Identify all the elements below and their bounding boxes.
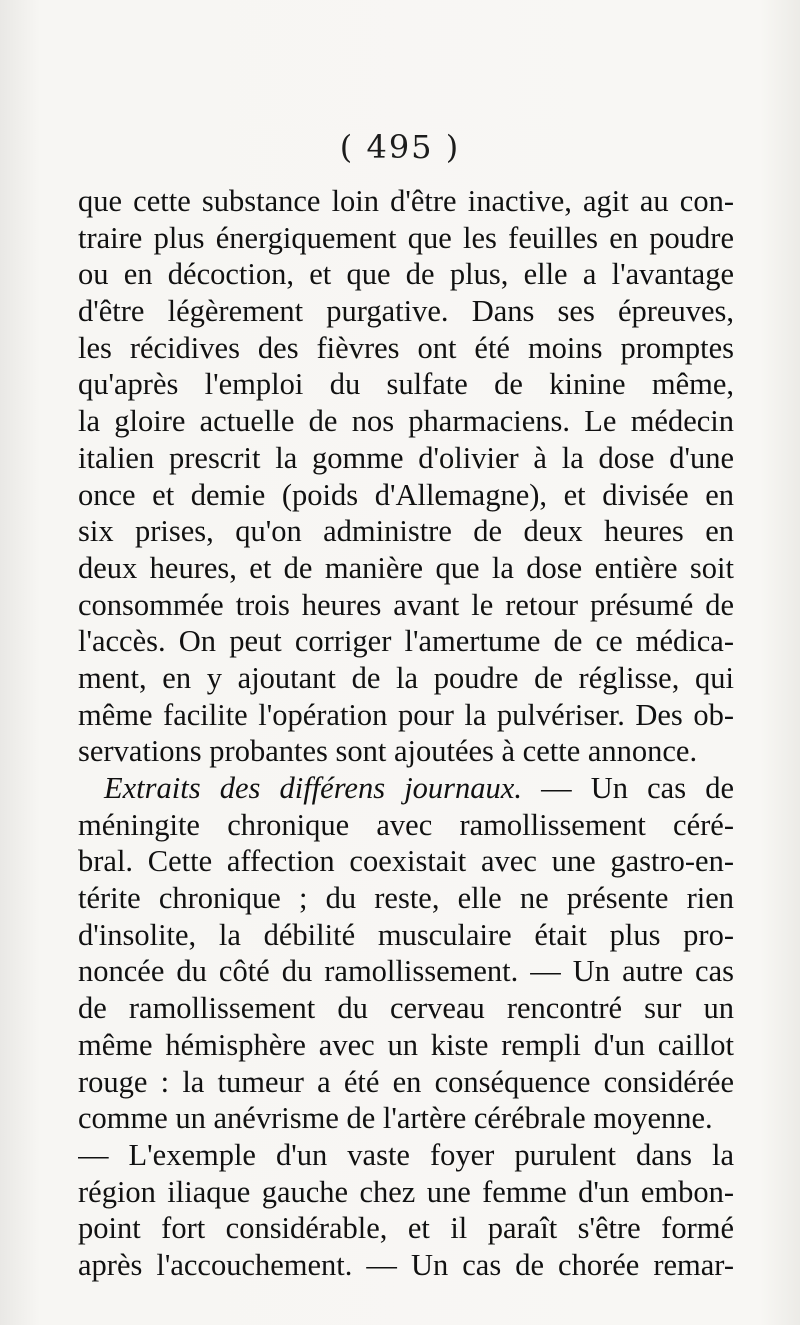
text-line: deux heures, et de manière que la dose entière soit — [78, 550, 734, 585]
text-line: région iliaque gauche chez une femme d'un embon- — [78, 1174, 734, 1209]
text-line: comme un anévrisme de l'artère cérébrale moyenne. — [78, 1101, 713, 1136]
body-text — [78, 183, 734, 1284]
text-line: once et demie (poids d'Allemagne), et divisée en — [78, 477, 734, 512]
section-heading-line — [78, 770, 734, 807]
text-line: d'être légèrement purgative. Dans ses épreuves, — [78, 294, 734, 329]
text-line: bral. Cette affection coexistait avec une gastro-en- — [78, 844, 734, 879]
text-line: même facilite l'opération pour la pulvériser. Des ob- — [78, 697, 734, 732]
text-line: italien prescrit la gomme d'olivier à la dose d'une — [78, 440, 734, 475]
text-line: les récidives des fièvres ont été moins promptes — [78, 330, 734, 365]
text-line: térite chronique ; du reste, elle ne présente rien — [78, 881, 734, 916]
text-line: traire plus énergiquement que les feuilles en poudre — [78, 220, 734, 255]
text-line: ment, en y ajoutant de la poudre de réglisse, qui — [78, 660, 734, 695]
text-line: de ramollissement du cerveau rencontré sur un — [78, 991, 734, 1026]
text-line: servations probantes sont ajoutées à cette annonce. — [78, 734, 698, 769]
text-line: après l'accouchement. — Un cas de chorée remar- — [78, 1247, 734, 1282]
text-line: point fort considérable, et il paraît s'être formé — [78, 1211, 734, 1246]
text-line: l'accès. On peut corriger l'amertume de ce médica- — [78, 624, 734, 659]
text-line: méningite chronique avec ramollissement céré- — [78, 807, 734, 842]
section-heading: Extraits des différens journaux. — [104, 771, 522, 805]
text-line: — L'exemple d'un vaste foyer purulent dans la — [78, 1137, 734, 1172]
text-line: six prises, qu'on administre de deux heures en — [78, 514, 734, 549]
page-number: ( 495 ) — [339, 128, 461, 166]
text-line: même hémisphère avec un kiste rempli d'un caillot — [78, 1027, 734, 1062]
text-line: que cette substance loin d'être inactive, agit au con- — [78, 184, 734, 218]
text-line: consommée trois heures avant le retour présumé de — [78, 587, 734, 622]
text-line: noncée du côté du ramollissement. — Un autre cas — [78, 954, 734, 989]
text-line: la gloire actuelle de nos pharmaciens. Le médecin — [78, 404, 734, 439]
text-line: rouge : la tumeur a été en conséquence considérée — [78, 1064, 734, 1099]
section-heading-rest: — Un cas de — [521, 771, 734, 805]
text-line: d'insolite, la débilité musculaire était plus pro- — [78, 917, 734, 952]
text-line: qu'après l'emploi du sulfate de kinine même, — [78, 367, 734, 402]
text-line: ou en décoction, et que de plus, elle a l'avantage — [78, 257, 734, 292]
